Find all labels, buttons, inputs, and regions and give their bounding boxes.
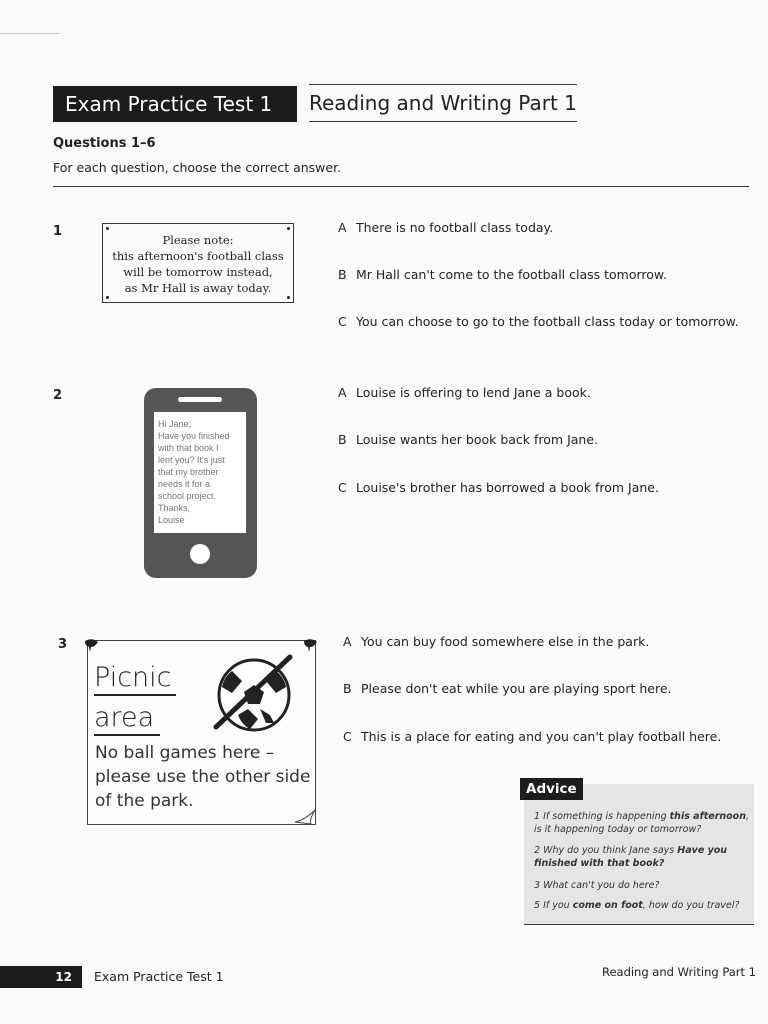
advice-label: Advice (520, 778, 583, 800)
option-2c[interactable]: C Louise's brother has borrowed a book from Jane. (338, 480, 659, 495)
footer-test-name: Exam Practice Test 1 (94, 969, 224, 984)
notice-line: Please note: (162, 233, 234, 247)
pin-icon (82, 637, 102, 657)
top-edge-line (0, 33, 60, 34)
underline (94, 734, 160, 736)
questions-heading: Questions 1–6 (53, 136, 156, 151)
option-2b[interactable]: B Louise wants her book back from Jane. (338, 432, 598, 447)
phone-home-button (190, 544, 210, 564)
option-3a[interactable]: A You can buy food somewhere else in the park. (343, 634, 650, 649)
no-ball-games-icon (210, 653, 296, 733)
phone-speaker (178, 397, 222, 402)
test-title: Exam Practice Test 1 (53, 86, 297, 122)
question-number-2: 2 (53, 388, 63, 403)
text-message: Hi Jane, Have you finished with that book I lent you? It's just that my brother needs it for a school project. Thanks, Louise (158, 419, 230, 525)
pin-icon (301, 637, 321, 657)
option-1b[interactable]: B Mr Hall can't come to the football class tomorrow. (338, 267, 667, 282)
notice-sign (102, 223, 294, 303)
question-number-1: 1 (53, 224, 63, 239)
advice-item-2: 2 Why do you think Jane says Have you finished with that book? (534, 845, 728, 869)
pin-icon (287, 227, 290, 230)
option-1a[interactable]: A There is no football class today. (338, 220, 554, 235)
notice-line: this afternoon's football class (112, 249, 284, 263)
option-1c[interactable]: C You can choose to go to the football class today or tomorrow. (338, 314, 739, 329)
page-number: 12 (0, 966, 82, 988)
phone-screen (154, 412, 246, 533)
option-3b[interactable]: B Please don't eat while you are playing sport here. (343, 681, 672, 696)
pin-icon (287, 296, 290, 299)
pin-icon (106, 296, 109, 299)
advice-item-3: 3 What can't you do here? (534, 880, 660, 891)
option-3c[interactable]: C This is a place for eating and you can't play football here. (343, 729, 722, 744)
curled-corner-icon (293, 808, 317, 826)
pin-icon (106, 227, 109, 230)
notice-line: will be tomorrow instead, (123, 265, 273, 279)
sign-title-line1: Picnic (94, 662, 172, 693)
sign-title-line2: area (94, 702, 155, 733)
footer-part-name: Reading and Writing Part 1 (601, 965, 756, 979)
advice-item-4: 5 If you come on foot, how do you travel? (534, 900, 740, 911)
instruction-text: For each question, choose the correct answer. (53, 160, 342, 175)
picnic-sign (87, 640, 316, 825)
phone-illustration (144, 388, 257, 578)
advice-item-1: 1 If something is happening this afternoon, is it happening today or tomorrow? (534, 811, 749, 835)
divider (53, 186, 749, 187)
advice-box (524, 781, 754, 925)
question-number-3: 3 (58, 637, 68, 652)
part-title: Reading and Writing Part 1 (309, 84, 577, 122)
underline (94, 694, 176, 696)
sign-message: No ball games here – please use the other side of the park. (95, 743, 311, 811)
notice-line: as Mr Hall is away today. (124, 281, 272, 295)
option-2a[interactable]: A Louise is offering to lend Jane a book. (338, 385, 591, 400)
